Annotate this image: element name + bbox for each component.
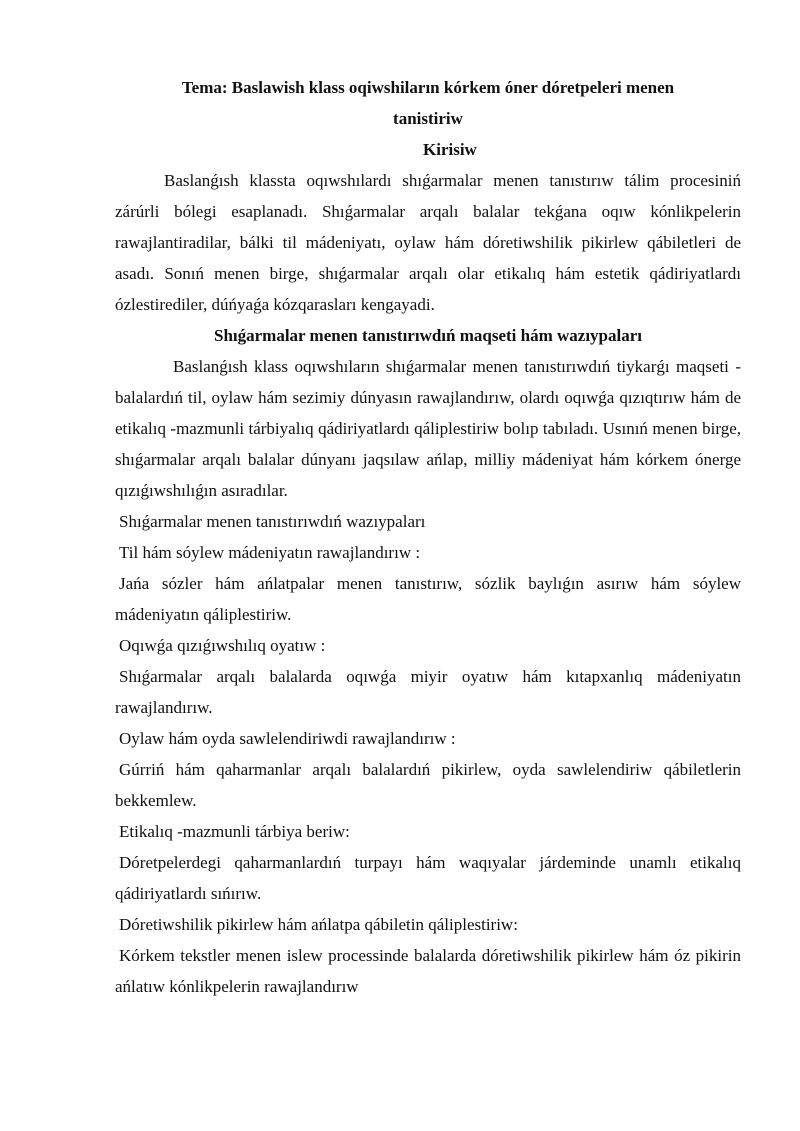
task-text: Dóretpelerdegi qaharmanlardıń turpayı hám waqıyalar járdeminde unamlı etikalıq qádiriyatlardı sıńırıw.: [115, 853, 741, 903]
document-body: [115, 72, 741, 1002]
task-text: Gúrriń hám qaharmanlar arqalı balalardıń pikirlew, oyda sawlelendiriw qábiletlerin bekkemlew.: [115, 760, 741, 810]
tasks-heading: Shıǵarmalar menen tanıstırıwdıń wazıypaları: [119, 512, 426, 531]
task-label: Oqıwǵa qızıǵıwshılıq oyatıw :: [119, 636, 326, 655]
task-label: Dóretiwshilik pikirlew hám ańlatpa qábiletin qáliplestiriw:: [119, 915, 518, 934]
intro-paragraph: Baslanǵısh klassta oqıwshılardı shıǵarmalar menen tanıstırıw tálim procesiniń zárúrli bólegi esaplanadı. Shıǵarmalar arqalı balalar tekǵana oqıw kónlikpelerin rawajlantiradilar, bálki til mádeniyatı, oylaw hám dóretiwshilik pikirlew qábiletleri de asadı. Sonıń menen birge, shıǵarmalar arqalı olar etikalıq hám estetik qádiriyatlardı ózlestirediler, dúńyaǵa kózqarasları kengayadi.: [115, 171, 741, 314]
task-label: Til hám sóylew mádeniyatın rawajlandırıw :: [119, 543, 421, 562]
task-text: Shıǵarmalar arqalı balalarda oqıwǵa miyir oyatıw hám kıtapxanlıq mádeniyatın rawajlandırıw.: [115, 667, 741, 717]
section-paragraph: Baslanǵısh klass oqıwshıların shıǵarmalar menen tanıstırıwdıń tiykarǵı maqseti - balalardıń til, oylaw hám sezimiy dúnyasın rawajlandırıw, olardı oqıwǵa qızıqtırıw hám de etikalıq -mazmunli tárbiyalıq qádiriyatlardı qáliplestiriw bolıp tabıladı. Usınıń menen birge, shıǵarmalar arqalı balalar dúnyanı jaqsılaw ańlap, milliy mádeniyat hám kórkem ónerge qızıǵıwshılıǵın asıradılar.: [115, 357, 741, 500]
intro-heading: Kirisiw: [423, 140, 477, 159]
task-label: Oylaw hám oyda sawlelendiriwdi rawajlandırıw :: [119, 729, 456, 748]
section-heading: Shıǵarmalar menen tanıstırıwdıń maqseti hám wazıypaları: [214, 326, 642, 345]
task-text: Jańa sózler hám ańlatpalar menen tanıstırıw, sózlik baylıǵın asırıw hám sóylew mádeniyatın qáliplestiriw.: [115, 574, 741, 624]
task-text: Kórkem tekstler menen islew processinde balalarda dóretiwshilik pikirlew hám óz pikirin ańlatıw kónlikpelerin rawajlandırıw: [115, 946, 741, 996]
document-title: Tema: Baslawish klass oqiwshiların kórkem óner dóretpeleri menen tanistiriw: [181, 78, 675, 128]
task-label: Etikalıq -mazmunli tárbiya beriw:: [119, 822, 350, 841]
